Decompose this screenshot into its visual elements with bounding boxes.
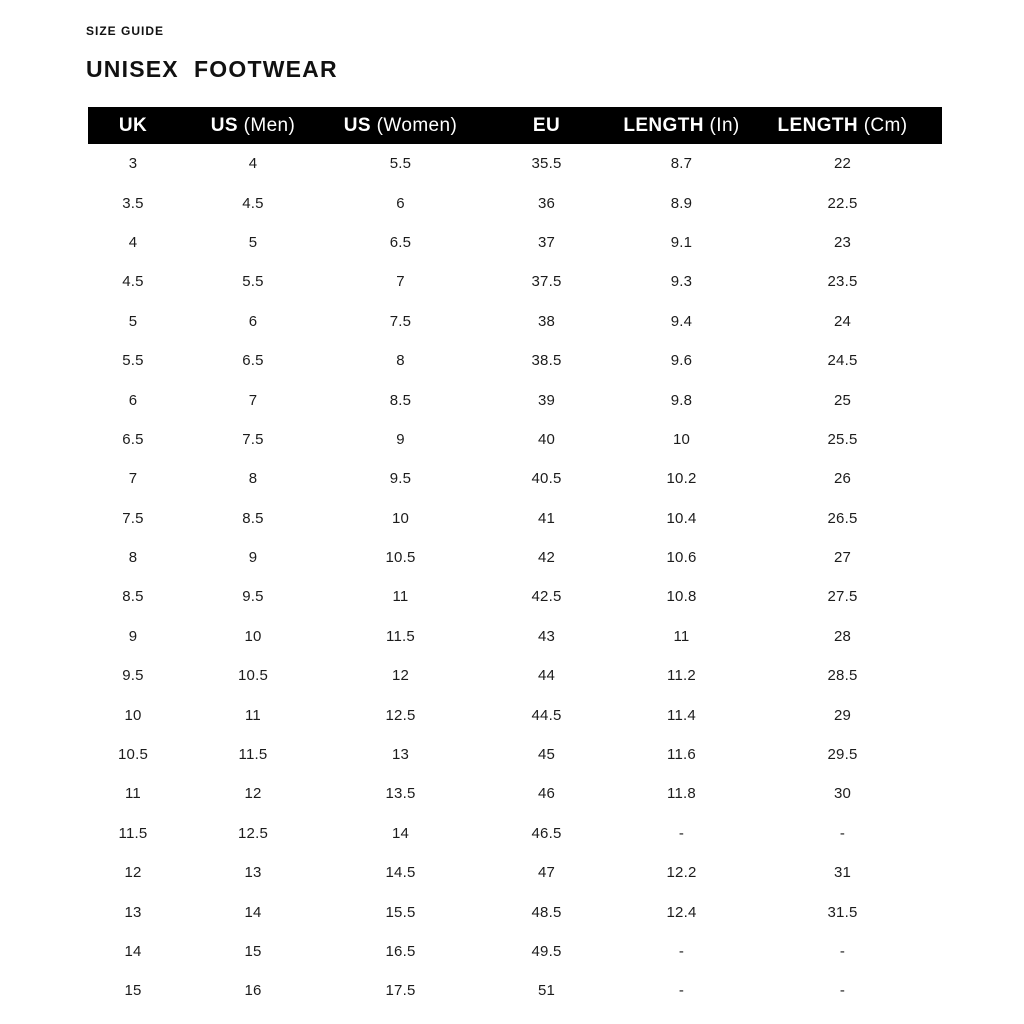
table-cell: 9.5 (242, 588, 264, 606)
table-cell: 8 (248, 470, 258, 488)
size-table-body (88, 144, 942, 1011)
table-cell: 8.9 (670, 194, 693, 212)
table-cell: 11.6 (667, 746, 696, 764)
table-cell: 10 (672, 430, 691, 448)
table-cell: 15 (244, 943, 262, 960)
column-header-uk (88, 107, 178, 144)
table-cell: 7.5 (242, 430, 264, 448)
table-cell: 23.5 (827, 273, 858, 291)
table-cell: 10.5 (385, 549, 416, 567)
table-cell: 10.5 (118, 746, 148, 764)
table-cell: 10.6 (666, 549, 697, 567)
table-cell: 28 (833, 627, 852, 645)
table-row (88, 853, 942, 892)
column-header-us-women (328, 107, 473, 144)
table-cell: 35.5 (531, 155, 562, 173)
table-cell: 12 (244, 785, 262, 803)
table-cell: 48.5 (531, 903, 562, 921)
table-cell: 14 (124, 943, 142, 960)
table-row (88, 420, 942, 459)
table-cell: 25 (833, 391, 852, 409)
column-header-sublabel: (Men) (237, 114, 296, 136)
table-cell: 12.4 (666, 903, 697, 921)
table-cell: 11 (673, 627, 690, 645)
table-cell: 14.5 (385, 864, 416, 882)
table-cell: 12 (124, 864, 142, 882)
column-header-us-men (178, 107, 328, 144)
table-cell: 12 (391, 667, 410, 685)
column-header-length-in (620, 107, 743, 144)
table-cell: 4.5 (242, 194, 264, 212)
table-cell: - (678, 824, 685, 842)
column-header-label: LENGTH (777, 114, 859, 136)
table-cell: 11.5 (238, 746, 268, 764)
table-cell: 11.4 (667, 706, 696, 724)
table-cell: 42 (537, 549, 556, 567)
table-cell: 40.5 (531, 470, 562, 488)
table-cell: 29 (833, 706, 852, 724)
table-cell: 12.5 (238, 824, 268, 842)
table-cell: 12.2 (666, 864, 697, 882)
table-cell: 27 (833, 549, 852, 567)
table-cell: 7 (128, 470, 138, 488)
table-row (88, 302, 942, 341)
table-cell: 4.5 (122, 273, 144, 291)
size-guide-label: SIZE GUIDE (86, 24, 165, 38)
table-row (88, 538, 942, 577)
table-cell: 9.5 (122, 667, 144, 685)
table-cell: 8.5 (122, 588, 144, 606)
table-cell: 22 (833, 155, 852, 173)
table-cell: 6 (248, 312, 258, 330)
table-cell: 7.5 (389, 312, 412, 330)
column-header-sublabel: (In) (703, 114, 740, 136)
table-cell: 8.7 (670, 155, 693, 173)
table-row (88, 814, 942, 853)
table-cell: - (678, 943, 685, 960)
table-cell: 28.5 (827, 667, 858, 685)
table-cell: 11 (392, 588, 409, 606)
table-cell: 16 (244, 982, 262, 1000)
table-cell: 5 (128, 312, 138, 330)
table-cell: 46 (537, 785, 556, 803)
table-cell: 5.5 (122, 352, 144, 370)
table-cell: 9.1 (670, 233, 693, 251)
table-cell: - (839, 943, 846, 960)
table-row (88, 380, 942, 419)
table-row (88, 183, 942, 222)
table-row (88, 892, 942, 931)
table-cell: 8 (396, 352, 405, 370)
table-cell: 8 (128, 549, 138, 567)
table-cell: 10 (244, 627, 262, 645)
table-row (88, 577, 942, 616)
table-row (88, 223, 942, 262)
table-cell: - (839, 982, 846, 1000)
table-cell: 15 (124, 982, 142, 1000)
table-row (88, 144, 942, 183)
table-cell: 11.2 (667, 667, 696, 685)
table-cell: 24 (833, 312, 852, 330)
table-cell: 8.5 (242, 509, 264, 527)
table-cell: 47 (537, 864, 556, 882)
table-cell: 10.4 (666, 509, 697, 527)
table-cell: 38.5 (531, 352, 562, 370)
table-cell: 39 (537, 391, 556, 409)
table-cell: 26 (833, 470, 852, 488)
column-header-label: UK (118, 114, 148, 136)
table-row (88, 499, 942, 538)
table-cell: 11 (245, 706, 261, 724)
table-cell: - (678, 982, 685, 1000)
table-cell: 7.5 (122, 509, 144, 527)
table-cell: 41 (537, 509, 556, 527)
table-cell: 9.5 (389, 470, 412, 488)
table-cell: 6 (128, 391, 138, 409)
table-cell: 6.5 (242, 352, 264, 370)
table-cell: 4 (128, 233, 138, 251)
table-row (88, 459, 942, 498)
table-cell: 4 (248, 155, 258, 173)
table-cell: 11.5 (118, 824, 148, 842)
table-cell: 10 (391, 509, 410, 527)
column-header-label: EU (532, 114, 561, 136)
column-header-length-cm (743, 107, 942, 144)
table-cell: 30 (833, 785, 852, 803)
table-cell: 5 (248, 233, 258, 251)
table-cell: 17.5 (385, 982, 416, 1000)
table-cell: 8.5 (389, 391, 412, 409)
table-cell: 10.8 (666, 588, 697, 606)
table-cell: 40 (537, 430, 556, 448)
table-row (88, 695, 942, 734)
table-cell: 13 (391, 746, 410, 764)
column-header-eu (473, 107, 620, 144)
table-cell: 45 (537, 746, 556, 764)
table-cell: 10 (124, 706, 142, 724)
page-title: UNISEX FOOTWEAR (86, 56, 338, 82)
table-cell: 11.5 (386, 627, 415, 645)
table-cell: 13 (124, 903, 142, 921)
table-cell: 23 (833, 233, 852, 251)
table-cell: 9.4 (670, 312, 693, 330)
table-cell: 3.5 (122, 194, 144, 212)
table-cell: 10.2 (666, 470, 697, 488)
table-cell: 9.3 (670, 273, 693, 291)
table-cell: 46.5 (531, 824, 562, 842)
table-cell: 6 (396, 194, 405, 212)
column-header-label: LENGTH (623, 114, 704, 136)
table-row (88, 971, 942, 1010)
table-cell: 25.5 (827, 430, 858, 448)
table-cell: 43 (537, 627, 556, 645)
table-cell: 9.8 (670, 391, 693, 409)
table-cell: 7 (396, 273, 405, 291)
table-cell: 9 (128, 627, 138, 645)
table-cell: - (839, 824, 846, 842)
table-cell: 7 (248, 391, 258, 409)
table-cell: 12.5 (385, 706, 416, 724)
column-header-sublabel: (Women) (370, 114, 458, 136)
table-cell: 11 (125, 785, 141, 803)
table-header-row (88, 107, 942, 144)
table-row (88, 735, 942, 774)
table-cell: 37.5 (531, 273, 562, 291)
table-cell: 36 (537, 194, 556, 212)
table-cell: 26.5 (827, 509, 858, 527)
column-header-label: US (343, 114, 371, 136)
table-cell: 31.5 (827, 903, 858, 921)
table-cell: 22.5 (827, 194, 858, 212)
table-cell: 9 (396, 430, 405, 448)
table-cell: 29.5 (827, 746, 858, 764)
table-row (88, 932, 942, 971)
table-cell: 42.5 (531, 588, 562, 606)
table-cell: 9 (248, 549, 258, 567)
table-cell: 24.5 (827, 352, 858, 370)
column-header-sublabel: (Cm) (858, 114, 908, 136)
table-cell: 44.5 (531, 706, 562, 724)
table-cell: 5.5 (242, 273, 264, 291)
table-cell: 9.6 (670, 352, 693, 370)
table-cell: 51 (537, 982, 556, 1000)
table-cell: 3 (128, 155, 138, 173)
table-cell: 37 (537, 233, 556, 251)
table-cell: 14 (244, 903, 262, 921)
table-cell: 15.5 (385, 903, 416, 921)
table-row (88, 341, 942, 380)
table-cell: 31 (833, 864, 852, 882)
table-cell: 16.5 (385, 943, 416, 960)
table-cell: 10.5 (238, 667, 268, 685)
size-table (88, 107, 942, 1011)
column-header-label: US (210, 114, 238, 136)
table-row (88, 617, 942, 656)
table-cell: 11.8 (667, 785, 696, 803)
table-cell: 38 (537, 312, 556, 330)
table-cell: 6.5 (122, 430, 144, 448)
table-cell: 27.5 (827, 588, 858, 606)
table-cell: 6.5 (389, 233, 412, 251)
table-cell: 13.5 (385, 785, 416, 803)
table-cell: 5.5 (389, 155, 412, 173)
table-row (88, 656, 942, 695)
table-cell: 49.5 (531, 943, 562, 960)
table-cell: 14 (391, 824, 410, 842)
table-cell: 13 (244, 864, 262, 882)
table-row (88, 262, 942, 301)
table-row (88, 774, 942, 813)
table-cell: 44 (537, 667, 556, 685)
